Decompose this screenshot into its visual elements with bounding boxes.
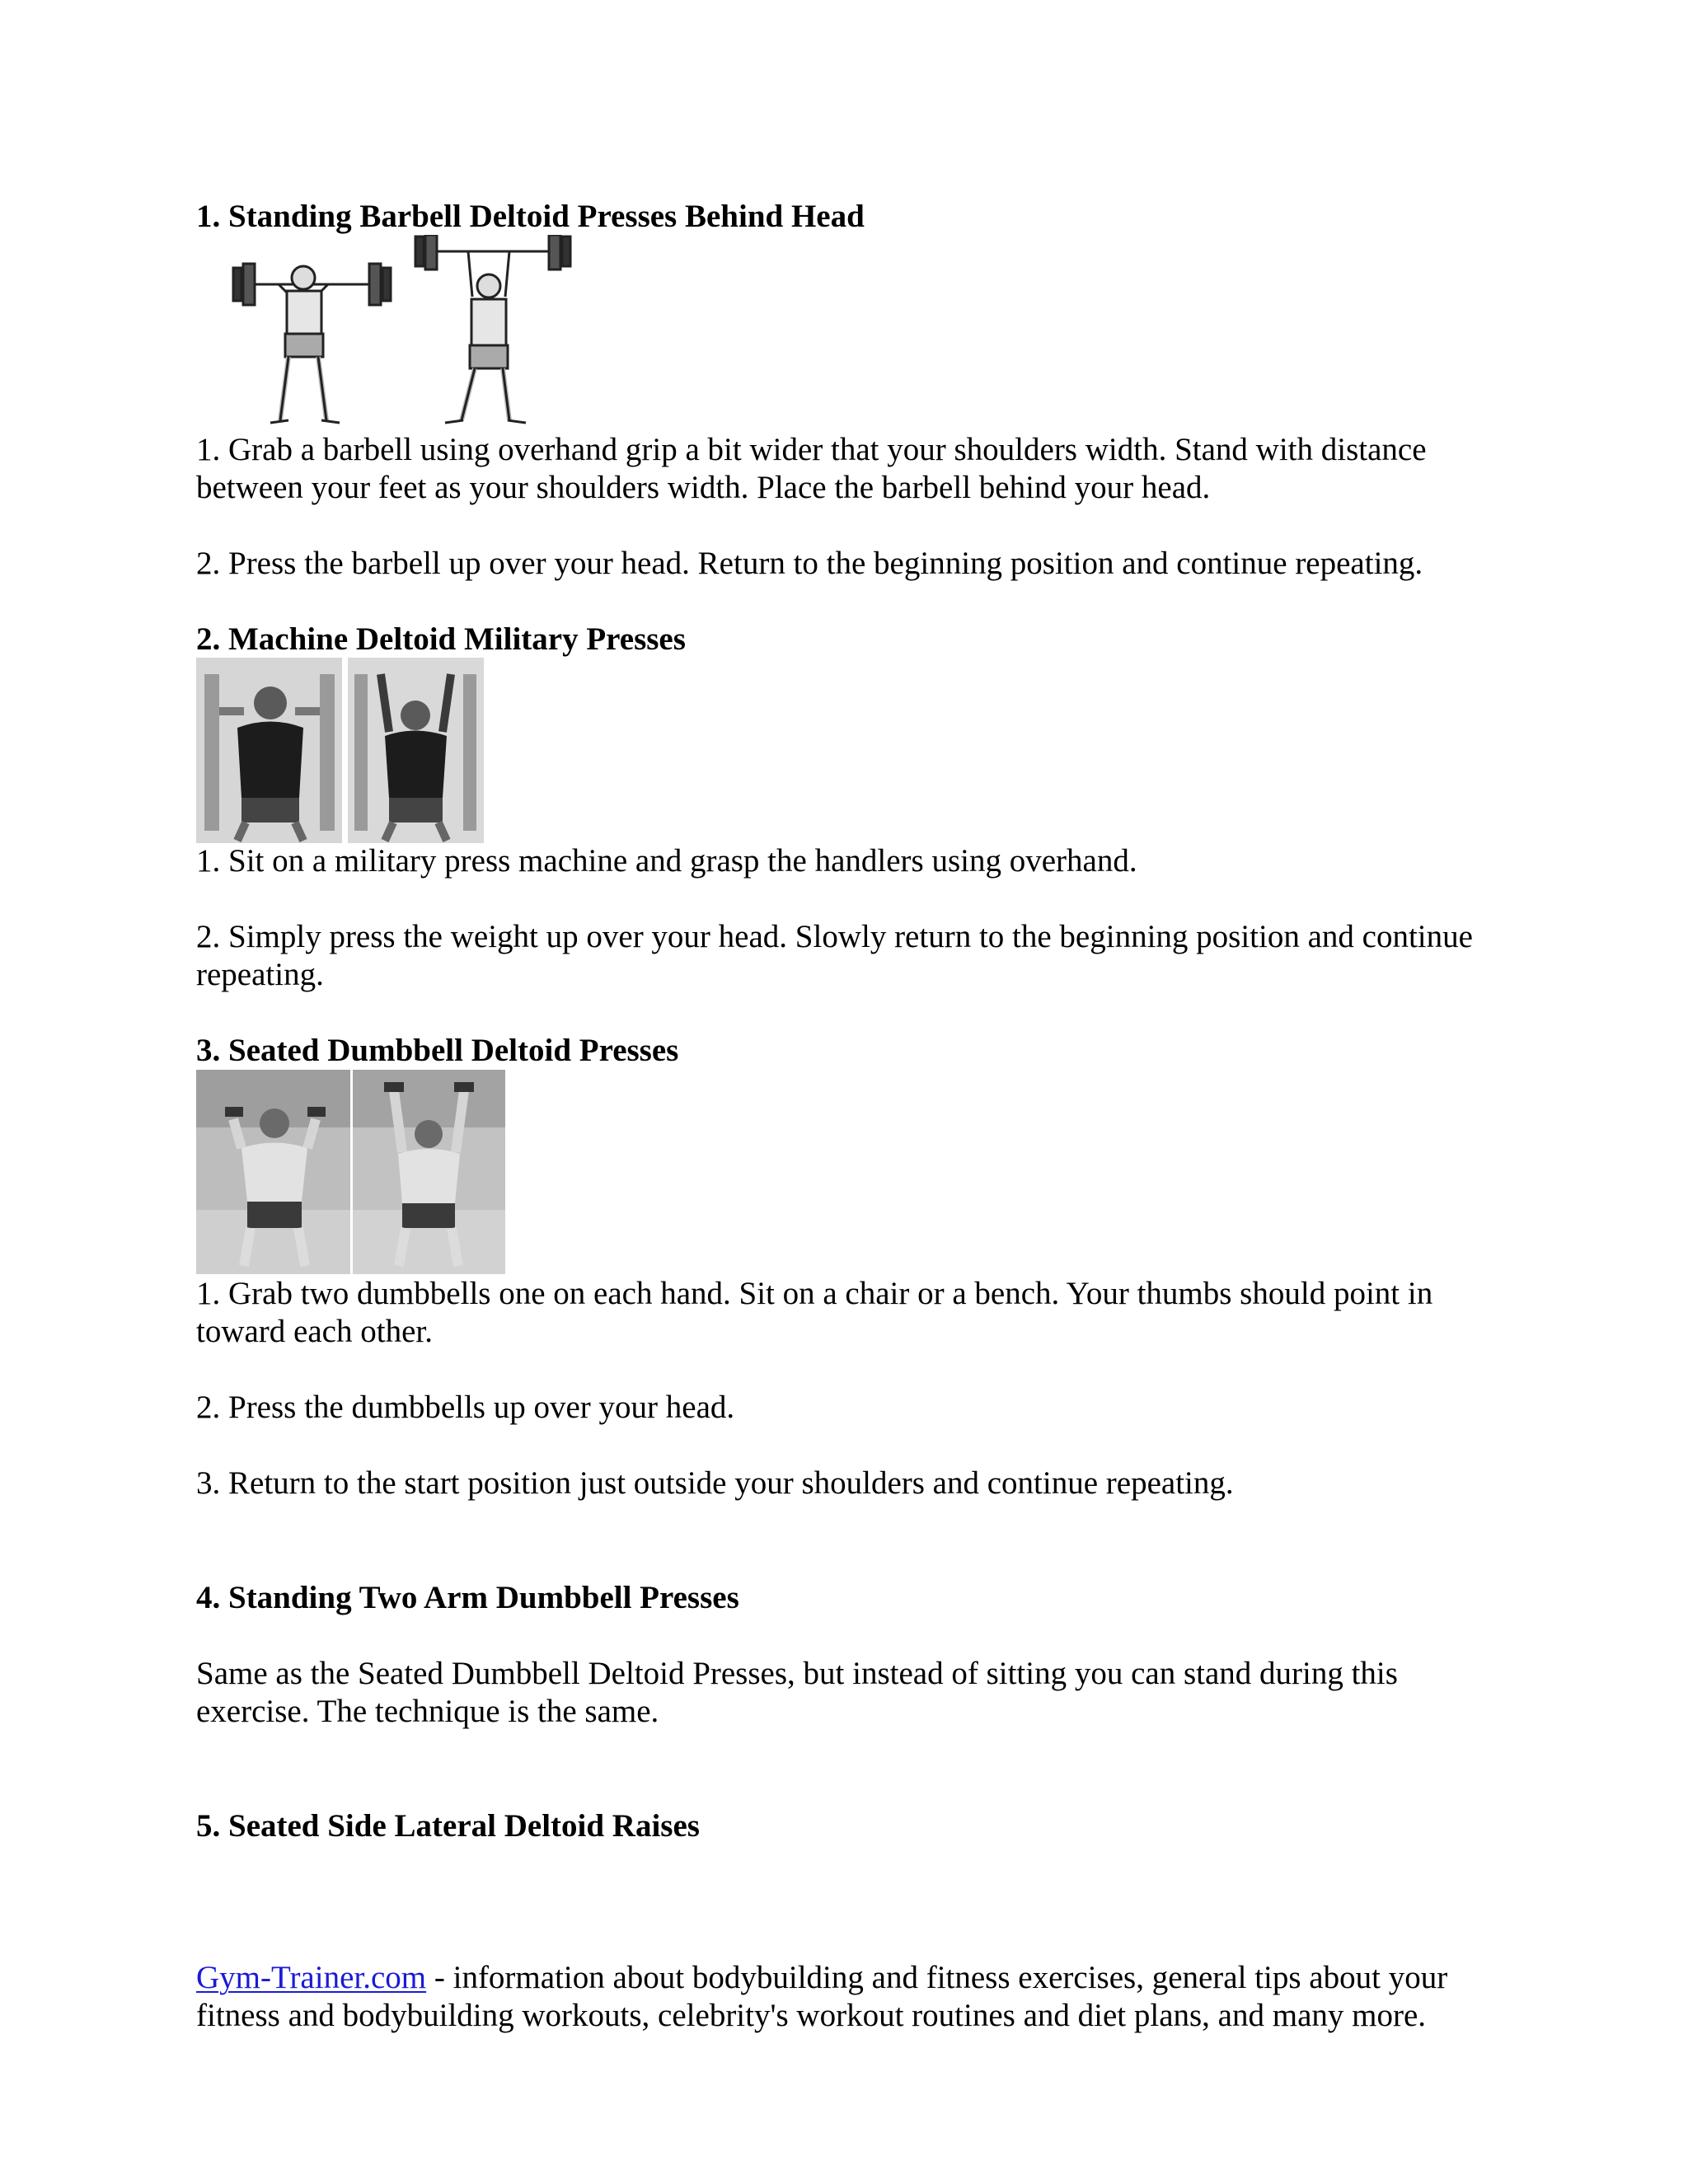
section-1-step-2: 2. Press the barbell up over your head. Return to the beginning position and continue repeating.: [196, 546, 1423, 581]
section-3-step-3: 3. Return to the start position just outside your shoulders and continue repeating.: [196, 1465, 1234, 1501]
gym-trainer-link[interactable]: Gym-Trainer.com: [196, 1960, 427, 1995]
section-4-description: Same as the Seated Dumbbell Deltoid Presses, but instead of sitting you can stand during this exercise. The technique is the same.: [196, 1656, 1398, 1729]
footer-paragraph: [196, 1959, 1515, 2035]
section-2-step-1: 1. Sit on a military press machine and grasp the handlers using overhand.: [196, 843, 1137, 879]
seated-dumbbell-photo-end: [353, 1070, 505, 1274]
footer-text: - information about bodybuilding and fitness exercises, general tips about your fitness and bodybuilding workouts, celebrity's workout routines and diet plans, and many more.: [196, 1960, 1448, 2033]
section-4-heading: 4. Standing Two Arm Dumbbell Presses: [196, 1580, 739, 1615]
section-1-heading: 1. Standing Barbell Deltoid Presses Behind Head: [196, 199, 865, 234]
barbell-press-illustration: [229, 235, 575, 429]
section-2-step-2: 2. Simply press the weight up over your head. Slowly return to the beginning position and continue repeating.: [196, 919, 1473, 992]
machine-press-photo-end: [348, 658, 484, 843]
section-3-step-1: 1. Grab two dumbbells one on each hand. Sit on a chair or a bench. Your thumbs should point in toward each other.: [196, 1276, 1433, 1349]
section-1-step-1: 1. Grab a barbell using overhand grip a bit wider that your shoulders width. Stand with distance between your feet as your shoulders width. Place the barbell behind your head.: [196, 432, 1427, 505]
section-3-step-2: 2. Press the dumbbells up over your head.: [196, 1390, 735, 1425]
section-3-heading: 3. Seated Dumbbell Deltoid Presses: [196, 1033, 679, 1068]
machine-press-photo-start: [196, 658, 342, 843]
seated-dumbbell-photo-start: [196, 1070, 350, 1274]
section-5-heading: 5. Seated Side Lateral Deltoid Raises: [196, 1808, 700, 1844]
section-2-heading: 2. Machine Deltoid Military Presses: [196, 621, 686, 657]
